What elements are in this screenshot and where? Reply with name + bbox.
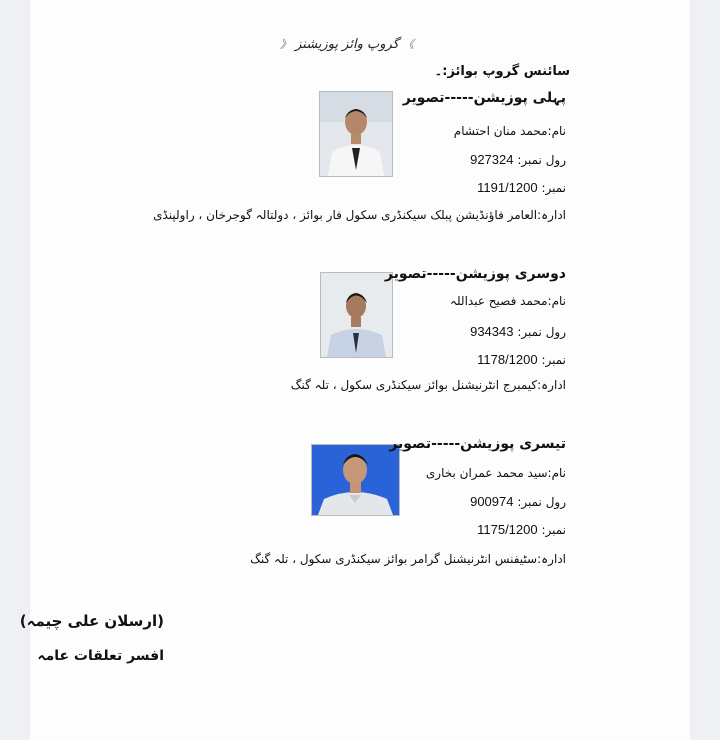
roll-number xyxy=(470,494,566,509)
student-photo-3 xyxy=(311,444,400,516)
marks xyxy=(477,352,566,367)
institute-label: ادارہ: xyxy=(537,208,566,222)
institute xyxy=(291,378,566,392)
student-name xyxy=(450,294,566,308)
roll-label: رول نمبر: xyxy=(517,495,566,509)
marks xyxy=(477,180,566,195)
name-label: نام: xyxy=(547,294,566,308)
roll-number xyxy=(470,324,566,339)
roll-value: 900974 xyxy=(470,494,514,509)
marks-label: نمبر: xyxy=(541,353,566,367)
student-photo-2 xyxy=(320,272,393,358)
page-title-text: گروپ وائز پوزیشنز xyxy=(295,37,399,52)
marks-value: 1175/1200 xyxy=(477,522,538,537)
roll-value: 934343 xyxy=(470,324,514,339)
institute-label: ادارہ: xyxy=(537,378,566,392)
institute-value: کیمبرج انٹرنیشنل بوائز سیکنڈری سکول ، تلہ گنگ xyxy=(290,378,538,392)
position-heading: تیسری پوزیشن-----تصویر xyxy=(389,436,566,452)
page-title xyxy=(279,36,414,52)
position-heading: پہلی پوزیشن-----تصویر xyxy=(402,90,566,106)
name-value: سید محمد عمران بخاری xyxy=(425,466,548,480)
institute-label: ادارہ: xyxy=(537,552,566,566)
roll-value: 927324 xyxy=(470,152,514,167)
marks xyxy=(477,522,566,537)
marks-value: 1178/1200 xyxy=(477,352,538,367)
roll-number xyxy=(470,152,566,167)
name-label: نام: xyxy=(547,124,566,138)
student-name xyxy=(454,124,566,138)
document-page xyxy=(19,0,690,740)
student-name xyxy=(426,466,566,480)
institute-value: العامر فاؤنڈیشن پبلک سیکنڈری سکول فار بوائز ، دولتالہ گوجرخان ، راولپنڈی xyxy=(153,208,538,222)
name-label: نام: xyxy=(547,466,566,480)
ornament-right: 》 xyxy=(403,38,414,51)
marks-value: 1191/1200 xyxy=(477,180,538,195)
position-heading: دوسری پوزیشن-----تصویر xyxy=(384,266,566,282)
roll-label: رول نمبر: xyxy=(517,325,566,339)
roll-label: رول نمبر: xyxy=(517,153,566,167)
marks-label: نمبر: xyxy=(541,523,566,537)
signatory-title: افسر تعلقات عامہ xyxy=(37,648,164,664)
ornament-left: 《 xyxy=(279,38,291,51)
institute xyxy=(153,208,566,222)
group-heading: سائنس گروپ بوائز:۔ xyxy=(434,64,570,79)
institute xyxy=(250,552,566,566)
signatory-name: (ارسلان علی چیمہ) xyxy=(19,612,164,630)
institute-value: سٹیفنس انٹرنیشنل گرامر بوائز سیکنڈری سکول ، تلہ گنگ xyxy=(250,552,538,566)
name-value: محمد منان احتشام xyxy=(453,124,548,138)
name-value: محمد فصیح عبداللہ xyxy=(449,294,548,308)
student-photo-1 xyxy=(319,91,393,177)
marks-label: نمبر: xyxy=(541,181,566,195)
